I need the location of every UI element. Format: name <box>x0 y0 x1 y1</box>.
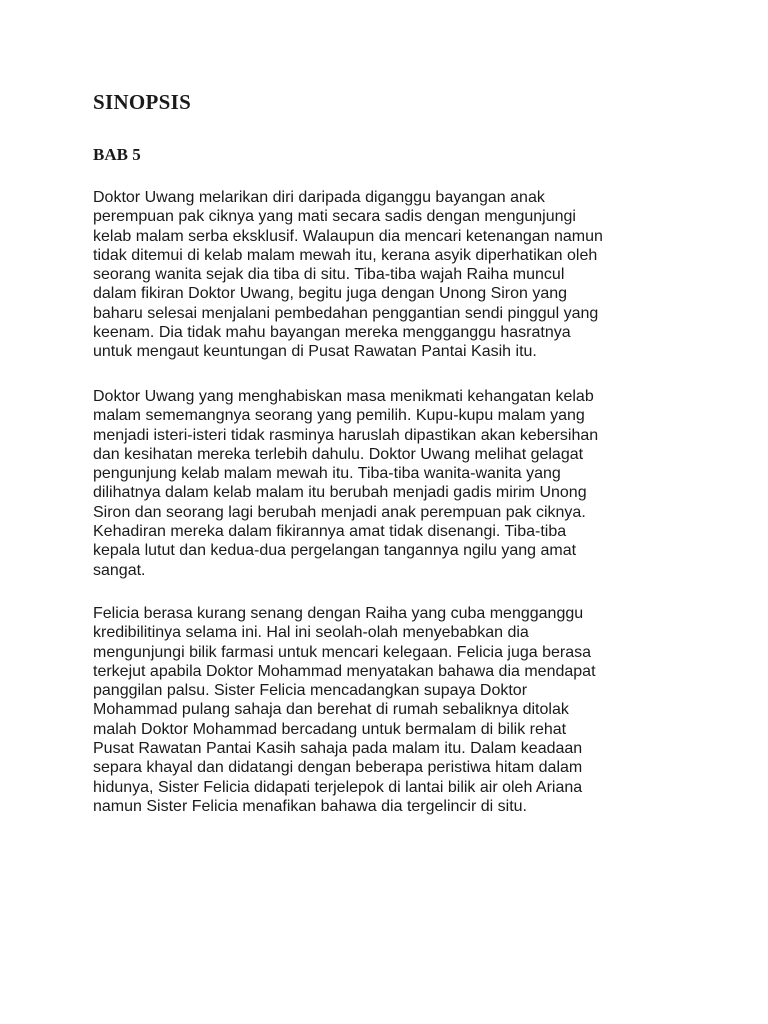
text-line: sangat. <box>93 561 146 579</box>
text-line: kredibilitinya selama ini. Hal ini seolah-olah menyebabkan dia <box>93 624 529 642</box>
text-line: Doktor Uwang yang menghabiskan masa menikmati kehangatan kelab <box>93 388 594 405</box>
text-line: mengunjungi bilik farmasi untuk mencari kelegaan. Felicia juga berasa <box>93 643 592 661</box>
text-line: dalam fikiran Doktor Uwang, begitu juga dengan Unong Siron yang <box>93 285 568 303</box>
text-line: Siron dan seorang lagi berubah menjadi anak perempuan pak ciknya. <box>93 503 586 521</box>
paragraph-3 <box>93 604 693 816</box>
text-line: panggilan palsu. Sister Felicia mencadangkan supaya Doktor <box>93 682 528 700</box>
paragraph-2 <box>93 387 693 580</box>
text-line: malam sememangnya seorang yang pemilih. Kupu-kupu malam yang <box>93 407 585 425</box>
text-line: terkejut apabila Doktor Mohammad menyatakan bahawa dia mendapat <box>93 662 596 680</box>
text-line: untuk mengaut keuntungan di Pusat Rawatan Pantai Kasih itu. <box>93 343 537 361</box>
text-line: kepala lutut dan kedua-dua pergelangan tangannya ngilu yang amat <box>93 542 577 560</box>
text-line: menjadi isteri-isteri tidak rasminya haruslah dipastikan akan kebersihan <box>93 426 599 444</box>
document-page <box>93 0 693 1024</box>
text-line: hidunya, Sister Felicia didapati terjelepok di lantai bilik air oleh Ariana <box>93 778 583 796</box>
text-line: tidak ditemui di kelab malam mewah itu, kerana asyik diperhatikan oleh <box>93 246 598 264</box>
text-line: Pusat Rawatan Pantai Kasih sahaja pada malam itu. Dalam keadaan <box>93 740 583 758</box>
chapter-heading: BAB 5 <box>93 145 141 164</box>
text-line: Kehadiran mereka dalam fikirannya amat tidak disenangi. Tiba-tiba <box>93 523 567 541</box>
paragraph-1 <box>93 188 693 362</box>
text-line: Mohammad pulang sahaja dan berehat di rumah sebaliknya ditolak <box>93 701 569 719</box>
text-line: baharu selesai menjalani pembedahan penggantian sendi pinggul yang <box>93 304 599 322</box>
text-line: keenam. Dia tidak mahu bayangan mereka mengganggu hasratnya <box>93 324 571 342</box>
text-line: Doktor Uwang melarikan diri daripada diganggu bayangan anak <box>93 189 545 206</box>
text-line: kelab malam serba eksklusif. Walaupun dia mencari ketenangan namun <box>93 227 603 245</box>
text-line: separa khayal dan didatangi dengan beberapa peristiwa hitam dalam <box>93 759 583 777</box>
text-line: seorang wanita sejak dia tiba di situ. Tiba-tiba wajah Raiha muncul <box>93 266 565 284</box>
text-line: Felicia berasa kurang senang dengan Raiha yang cuba mengganggu <box>93 605 584 622</box>
text-line: perempuan pak ciknya yang mati secara sadis dengan mengunjungi <box>93 208 576 226</box>
text-line: namun Sister Felicia menafikan bahawa dia tergelincir di situ. <box>93 797 527 815</box>
text-line: malah Doktor Mohammad bercadang untuk bermalam di bilik rehat <box>93 720 567 738</box>
document-title: SINOPSIS <box>93 90 192 114</box>
text-line: dilihatnya dalam kelab malam itu berubah menjadi gadis mirim Unong <box>93 484 587 502</box>
text-line: pengunjung kelab malam mewah itu. Tiba-tiba wanita-wanita yang <box>93 465 561 483</box>
text-line: dan kesihatan mereka terlebih dahulu. Doktor Uwang melihat gelagat <box>93 445 584 463</box>
